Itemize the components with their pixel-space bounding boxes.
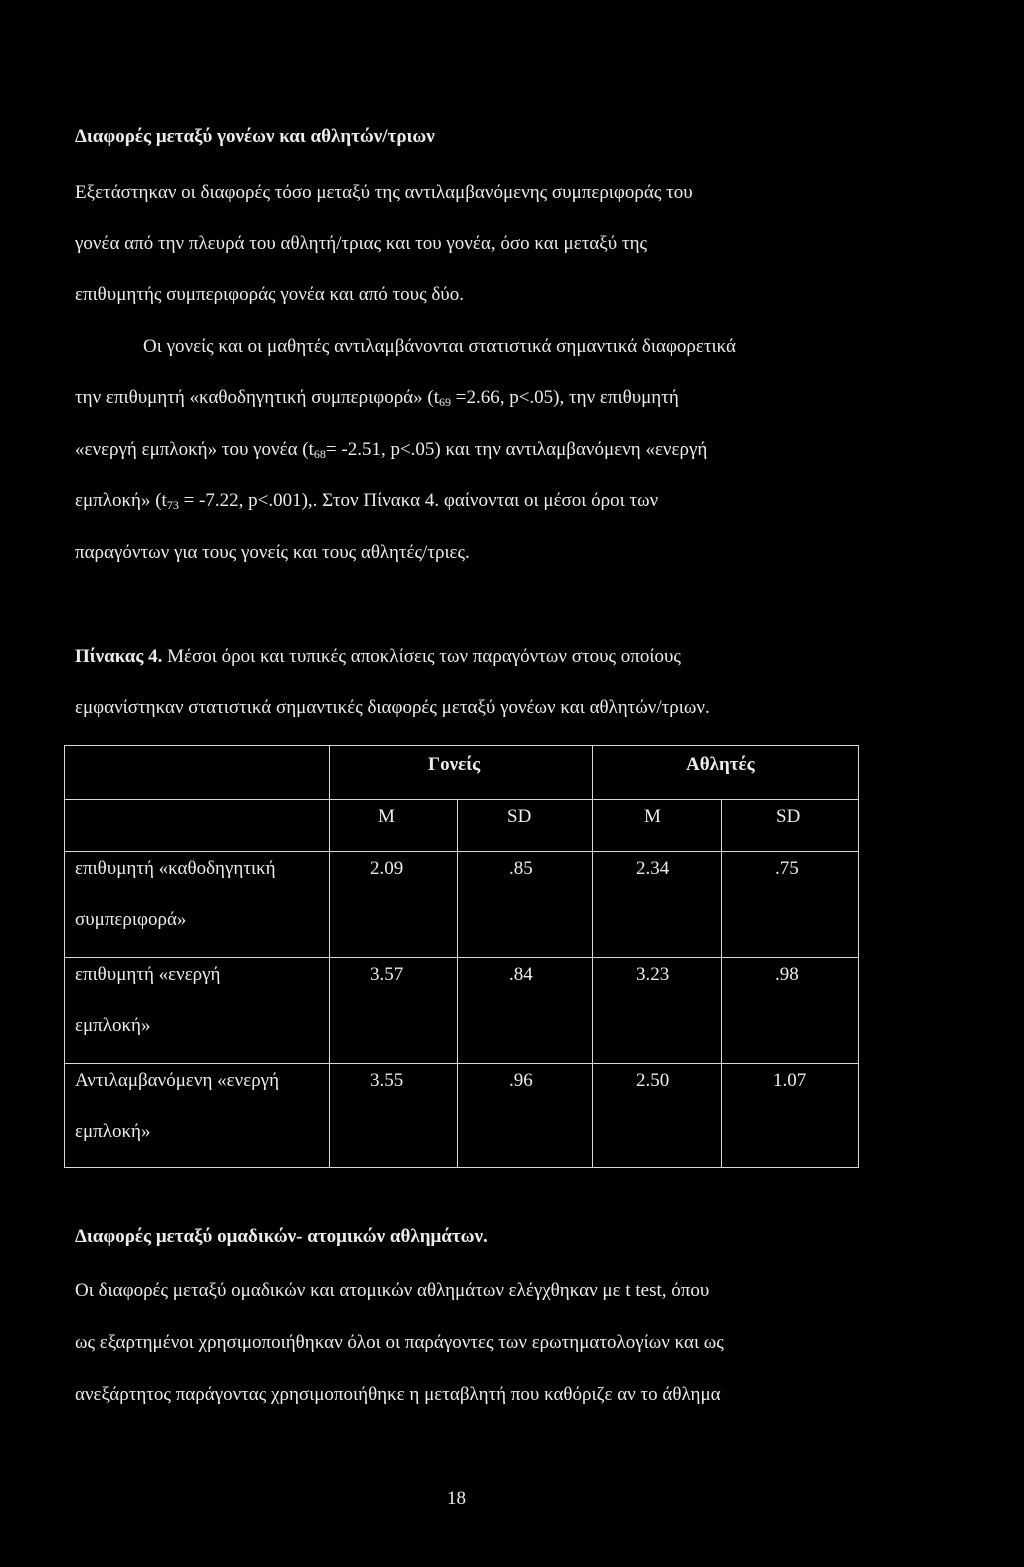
section-heading: Διαφορές μεταξύ ομαδικών- ατομικών αθλημάτων. (75, 1226, 488, 1247)
column-header: M (644, 806, 661, 827)
subscript: 69 (439, 395, 451, 409)
row-label: συμπεριφορά» (75, 909, 187, 930)
table-caption: εμφανίστηκαν στατιστικά σημαντικές διαφορές μεταξύ γονέων και αθλητών/τριων. (75, 697, 710, 718)
row-label: επιθυμητή «καθοδηγητική (75, 858, 276, 879)
subscript: 68 (313, 447, 326, 461)
table-rule (329, 745, 330, 1168)
table-cell: .75 (775, 858, 799, 879)
text-run: = -7.22, p<.001),. Στον Πίνακα 4. φαίνονται οι μέσοι όροι των (178, 490, 659, 511)
table-cell: 1.07 (773, 1070, 807, 1091)
table-rule (457, 799, 458, 1168)
table-cell: .98 (775, 964, 799, 985)
paragraph-line (75, 439, 707, 462)
paragraph-line: παραγόντων για τους γονείς και τους αθλητές/τριες. (75, 542, 470, 563)
table-caption (75, 646, 681, 668)
column-group-header: Γονείς (428, 754, 481, 775)
table-cell: 3.55 (370, 1070, 404, 1091)
paragraph-line (75, 387, 679, 410)
table-rule (64, 1063, 859, 1064)
column-header: M (378, 806, 395, 827)
paragraph-line: ως εξαρτημένοι χρησιμοποιήθηκαν όλοι οι παράγοντες των ερωτηματολογίων και ως (75, 1332, 724, 1353)
table-cell: .96 (509, 1070, 533, 1091)
paragraph-line: επιθυμητής συμπεριφοράς γονέα και από τους δύο. (75, 284, 464, 305)
subscript: 73 (166, 498, 179, 512)
table-rule (721, 799, 722, 1168)
table-rule (64, 957, 859, 958)
table-caption-text: Μέσοι όροι και τυπικές αποκλίσεις των παραγόντων στους οποίους (162, 646, 681, 667)
page-number: 18 (447, 1488, 466, 1509)
paragraph-line: Οι διαφορές μεταξύ ομαδικών και ατομικών αθλημάτων ελέγχθηκαν με t test, όπου (75, 1280, 710, 1301)
table-rule (64, 799, 859, 800)
table-rule (592, 745, 593, 1168)
text-run: =2.66, p<.05), την επιθυμητή (451, 387, 679, 408)
table-border-top (64, 745, 859, 746)
table-rule (64, 851, 859, 852)
table-cell: 2.50 (636, 1070, 670, 1091)
text-run: την επιθυμητή «καθοδηγητική συμπεριφορά» (t (75, 387, 439, 408)
column-group-header: Αθλητές (686, 754, 755, 775)
paragraph-line: ανεξάρτητος παράγοντας χρησιμοποιήθηκε η μεταβλητή που καθόριζε αν το άθλημα (75, 1384, 721, 1405)
column-header: SD (507, 806, 532, 827)
table-caption-label: Πίνακας 4. (75, 646, 163, 667)
table-cell: .85 (509, 858, 533, 879)
table-cell: 2.34 (636, 858, 670, 879)
table-cell: 3.23 (636, 964, 670, 985)
section-heading: Διαφορές μεταξύ γονέων και αθλητών/τριων (75, 126, 435, 147)
paragraph-line: γονέα από την πλευρά του αθλητή/τριας και του γονέα, όσο και μεταξύ της (75, 233, 648, 254)
row-label: επιθυμητή «ενεργή (75, 964, 221, 985)
text-run: = -2.51, p<.05) και την αντιλαμβανόμενη «ενεργή (325, 439, 708, 460)
row-label: εμπλοκή» (75, 1121, 151, 1142)
data-table (64, 745, 859, 1168)
text-run: εμπλοκή» (t (75, 490, 167, 511)
table-border-bottom (64, 1167, 859, 1168)
text-run: «ενεργή εμπλοκή» του γονέα (t (75, 439, 314, 460)
table-cell: 3.57 (370, 964, 404, 985)
paragraph-line (75, 490, 658, 513)
table-cell: 2.09 (370, 858, 404, 879)
paragraph-line: Εξετάστηκαν οι διαφορές τόσο μεταξύ της αντιλαμβανόμενης συμπεριφοράς του (75, 182, 693, 203)
paragraph-line: Οι γονείς και οι μαθητές αντιλαμβάνονται στατιστικά σημαντικά διαφορετικά (143, 336, 736, 357)
column-header: SD (776, 806, 801, 827)
table-cell: .84 (509, 964, 533, 985)
row-label: Αντιλαμβανόμενη «ενεργή (75, 1070, 280, 1091)
row-label: εμπλοκή» (75, 1015, 151, 1036)
